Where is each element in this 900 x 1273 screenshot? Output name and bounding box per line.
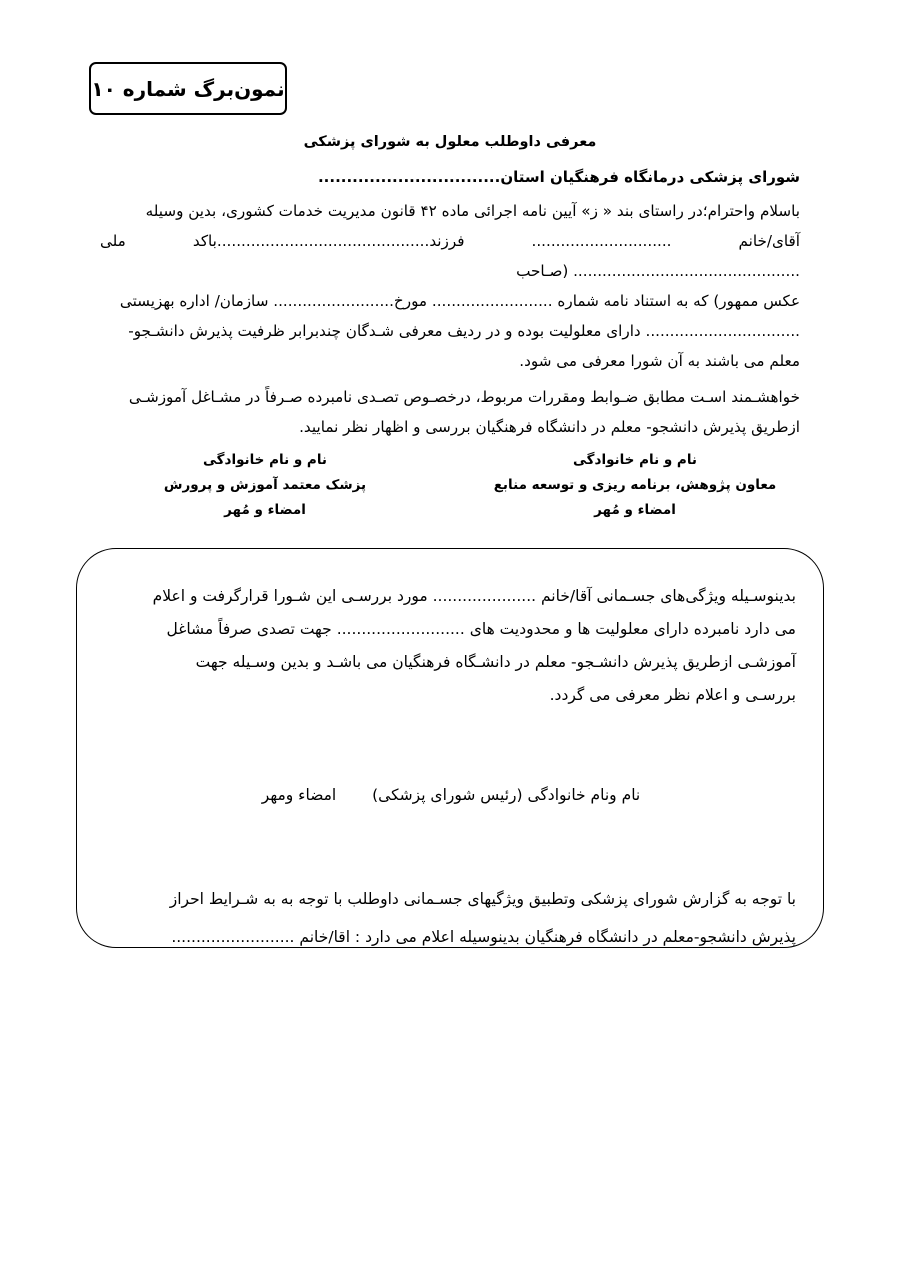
signature-role-label: پزشک معتمد آموزش و پرورش bbox=[163, 477, 367, 493]
signature-row bbox=[100, 448, 800, 523]
body-line-1: باسلام واحترام؛در راستای بند « ز» آیین نامه اجرائی ماده ۴۲ قانون مدیریت خدمات کشوری، بدین وسیله bbox=[145, 202, 800, 220]
response-line-3: آموزشـی ازطریق پذیرش دانشـجو- معلم در دانشـگاه فرهنگیان می باشـد و بدین وسـیله جهت bbox=[195, 653, 796, 671]
body-line-5: معلم می باشند به آن شورا معرفی می شود. bbox=[519, 352, 800, 370]
body-text bbox=[100, 196, 800, 442]
body-line-7: ازطریق پذیرش دانشجو- معلم در دانشگاه فرهنگیان بررسی و اظهار نظر نمایید. bbox=[299, 418, 800, 436]
signature-block-physician bbox=[100, 448, 430, 523]
council-head-stamp-label: امضاء ومهر bbox=[261, 786, 337, 804]
signature-stamp-label: امضاء و مُهر bbox=[594, 502, 676, 518]
page-title: معرفی داوطلب معلول به شورای پزشکی bbox=[303, 134, 597, 150]
signature-stamp-label: امضاء و مُهر bbox=[224, 502, 306, 518]
addressee-line: شورای پزشکی درمانگاه فرهنگیان استان................................ bbox=[317, 168, 800, 186]
signature-name-label: نام و نام خانوادگی bbox=[573, 452, 697, 468]
form-number-badge bbox=[89, 62, 287, 115]
signature-role-label: معاون پژوهش، برنامه ریزی و توسعه منابع bbox=[493, 477, 777, 493]
response-line-2: می دارد نامبرده دارای معلولیت ها و محدودیت های .......................... جهت تصدی صرفاً مشاغل bbox=[166, 620, 796, 638]
signature-block-deputy bbox=[470, 448, 800, 523]
response-signature-line bbox=[106, 786, 796, 804]
body-line-2: آقای/خانم ............................. فرزند............................................باکد ملی ............................................... (صـاحب bbox=[100, 232, 800, 280]
response-line-4: بررسـی و اعلام نظر معرفی می گردد. bbox=[549, 686, 796, 704]
form-number-text: نمون‌برگ شماره ۱۰ bbox=[91, 76, 285, 101]
body-line-4: ................................ دارای معلولیت بوده و در ردیف معرفی شـدگان چندبرابر ظرفیت پذیرش دانشـجو- bbox=[128, 322, 800, 340]
response-paragraph bbox=[106, 580, 796, 712]
council-head-name-label: نام ونام خانوادگی (رئیس شورای پزشکی) bbox=[372, 786, 641, 804]
signature-name-label: نام و نام خانوادگی bbox=[203, 452, 327, 468]
body-line-3: عکس ممهور) که به استناد نامه شماره ......................... مورخ......................... سازمان/ اداره بهزیستی bbox=[119, 292, 800, 310]
footer-line-1: با توجه به گزارش شورای پزشکی وتطبیق ویژگیهای جسـمانی داوطلب با توجه به به شـرایط احراز bbox=[169, 890, 796, 908]
response-line-1: بدینوسـیله ویژگی‌های جسـمانی آقا/خانم ..................... مورد بررسـی این شـورا قرارگرفت و اعلام bbox=[152, 587, 796, 605]
body-line-6: خواهشـمند اسـت مطابق ضـوابط ومقررات مربوط، درخصـوص تصـدی نامبرده صـرفاً در مشـاغل آموزشـی bbox=[128, 388, 800, 406]
footer-line-2: پذیرش دانشجو-معلم در دانشگاه فرهنگیان بدینوسیله اعلام می دارد : اقا/خانم ......................... bbox=[171, 928, 796, 946]
response-footer bbox=[106, 880, 796, 956]
